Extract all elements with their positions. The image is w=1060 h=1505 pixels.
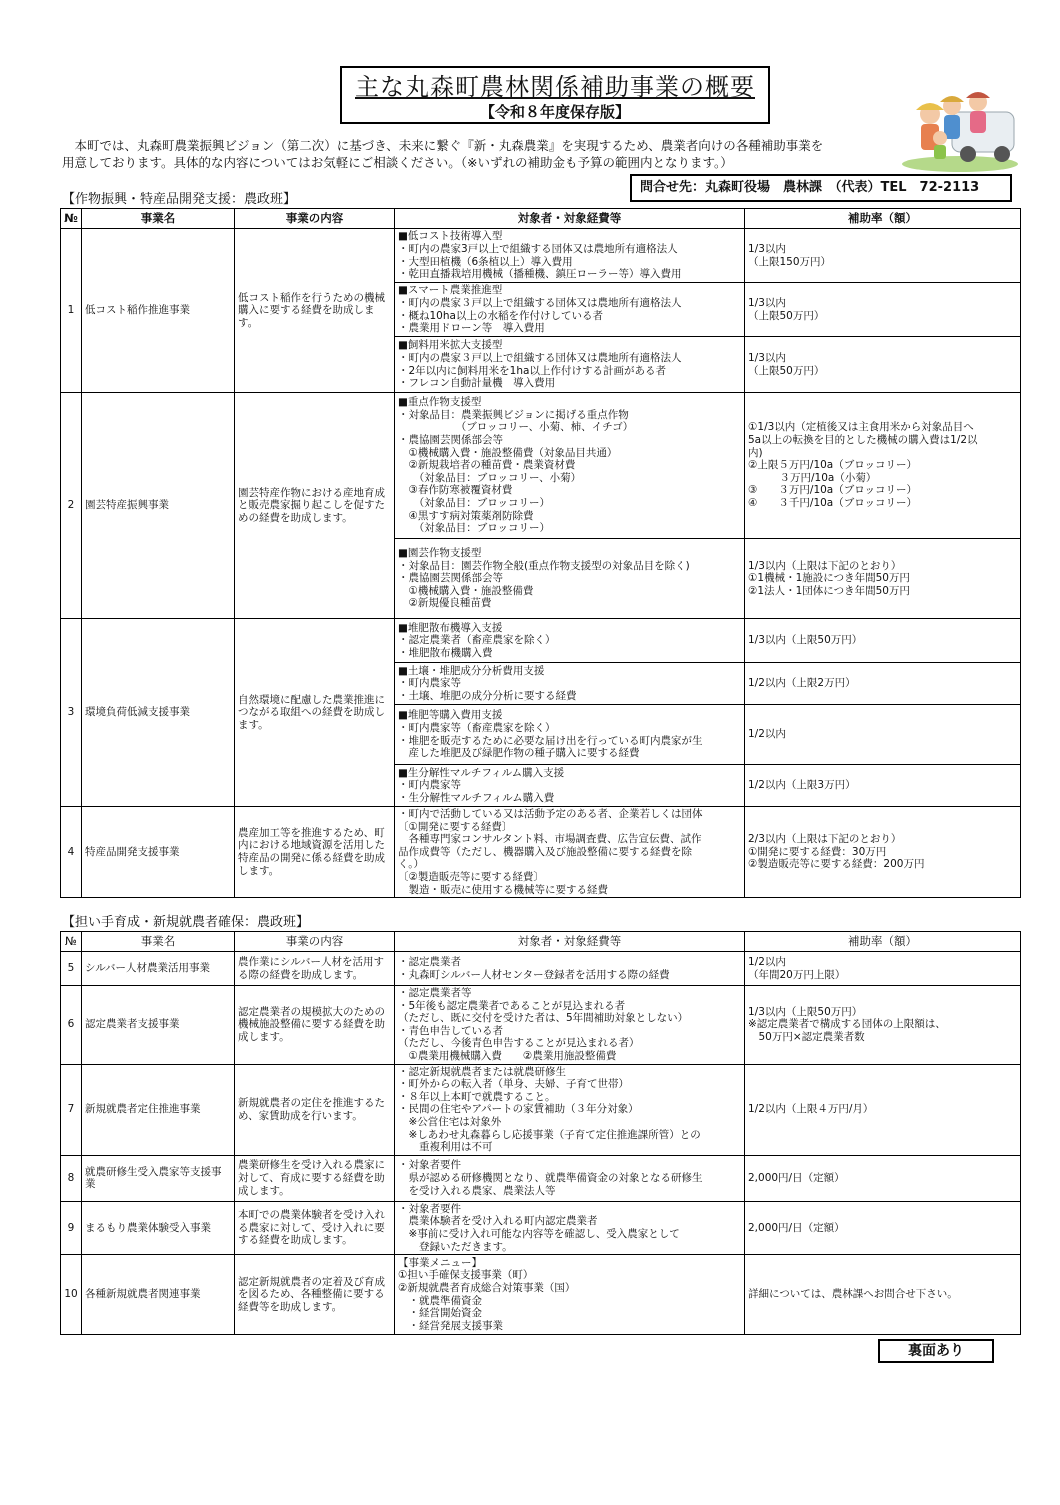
target-cell-line: ※公営住宅は対象外 <box>398 1115 502 1128</box>
target-cell-line: ・生分解性マルチフィルム購入費 <box>398 791 555 804</box>
target-cell <box>395 539 745 619</box>
project-content: 園芸特産作物における産地育成と販売農家掘り起こしを促すための経費を助成します。 <box>235 393 395 619</box>
project-name: 低コスト稲作推進事業 <box>82 229 235 393</box>
rate-cell <box>745 229 1021 283</box>
rate-cell <box>745 663 1021 705</box>
target-cell-line: ・堆肥散布機購入費 <box>398 646 493 659</box>
rate-cell <box>745 1064 1021 1155</box>
project-content: 新規就農者の定住を推進するため、家賃助成を行います。 <box>235 1064 395 1155</box>
target-cell <box>395 337 745 393</box>
target-cell-line: ・町内の農家3戸以上で組織する団体又は農地所有適格法人 <box>398 242 678 255</box>
target-cell-line: ■スマート農業推進型 <box>398 284 503 297</box>
rate-cell-line: 1/2以内 <box>748 955 786 968</box>
target-cell-line: ■堆肥散布機導入支援 <box>398 621 503 634</box>
target-cell-line: 各種専門家コンサルタント料、市場調査費、広告宣伝費、試作 <box>398 833 702 846</box>
target-cell-line: ④黒すす病対策薬剤防除費 <box>398 509 534 522</box>
rate-cell-line: ３万円/10a（小菊） <box>748 471 877 484</box>
target-cell-line: ・対象品目：農業振興ビジョンに掲げる重点作物 <box>398 408 629 421</box>
rate-cell-line: 2/3以内（上限は下記のとおり） <box>748 833 902 846</box>
target-cell-line: ・経営開始資金 <box>398 1307 482 1320</box>
target-cell-line: 製造・販売に使用する機械等に要する経費 <box>398 883 608 896</box>
rate-cell <box>745 1155 1021 1201</box>
target-cell-line: ・概ね10ha以上の水稲を作付けしている者 <box>398 309 603 322</box>
target-cell-line: ③春作防寒被覆資材費 <box>398 484 513 497</box>
rate-cell <box>745 283 1021 337</box>
target-cell-line: ①担い手確保支援事業（町） <box>398 1269 534 1282</box>
target-cell <box>395 952 745 986</box>
project-number: 9 <box>61 1201 82 1254</box>
subsidy-table-farmers <box>60 931 1021 1335</box>
rate-cell-line: ①1機械・1施設につき年間50万円 <box>748 572 910 585</box>
target-cell-line: ・町内農家等 <box>398 779 461 792</box>
target-cell-line: ・農協園芸関係部会等 <box>398 572 503 585</box>
col-header-name: 事業名 <box>82 932 235 952</box>
project-name: 就農研修生受入農家等支援事業 <box>82 1155 235 1201</box>
rate-cell <box>745 986 1021 1065</box>
rate-cell <box>745 705 1021 765</box>
target-cell-line: ・対象品目：園芸作物全般(重点作物支援型の対象品目を除く) <box>398 559 690 572</box>
col-header-target: 対象者・対象経費等 <box>395 932 745 952</box>
target-cell-line: ・町内の農家３戸以上で組織する団体又は農地所有適格法人 <box>398 296 682 309</box>
project-number: 6 <box>61 986 82 1065</box>
rate-cell-line: 1/3以内（上限は下記のとおり） <box>748 559 902 572</box>
target-cell-line: （対象品目：ブロッコリー、小菊） <box>398 471 582 484</box>
table-row <box>61 619 1021 663</box>
target-cell-line: を受け入れる農家、農業法人等 <box>398 1184 556 1197</box>
target-cell-line: ・フレコン自動計量機 導入費用 <box>398 377 556 390</box>
rate-cell <box>745 337 1021 393</box>
target-cell-line: ①農業用機械購入費 ②農業用施設整備費 <box>398 1049 617 1062</box>
target-cell-line: ・認定農業者等 <box>398 987 472 999</box>
target-cell-line: ・農業用ドローン等 導入費用 <box>398 322 545 335</box>
target-cell-line: 県が認める研修機関となり、就農準備資金の対象となる研修生 <box>398 1171 703 1184</box>
table-row <box>61 986 1021 1065</box>
col-header-no: № <box>61 209 82 229</box>
target-cell-line: ・対象者要件 <box>398 1202 461 1215</box>
target-cell-line: ■飼料用米拡大支援型 <box>398 339 503 352</box>
project-number: 3 <box>61 619 82 807</box>
rate-cell <box>745 807 1021 898</box>
target-cell-line: ■重点作物支援型 <box>398 396 482 409</box>
target-cell-line: ・乾田直播栽培用機械（播種機、鎮圧ローラー等）導入費用 <box>398 268 682 281</box>
intro-line-2: 用意しております。具体的な内容についてはお気軽にご相談ください。（※いずれの補助金も予算の範囲内となります。） <box>62 155 733 170</box>
table-row <box>61 807 1021 898</box>
rate-cell-line: 1/2以内（上限2万円） <box>748 677 856 690</box>
target-cell <box>395 765 745 807</box>
target-cell-line: く。） <box>398 858 425 871</box>
col-header-content: 事業の内容 <box>235 209 395 229</box>
target-cell-line: （対象品目：ブロッコリー） <box>398 522 551 535</box>
farmer-family-illustration <box>900 72 1020 172</box>
table-row <box>61 229 1021 283</box>
target-cell-line: ・堆肥を販売するために必要な届け出を行っている町内農家が生 <box>398 734 703 747</box>
target-cell-line: ・８年以上本町で就農すること。 <box>398 1090 556 1103</box>
project-name: 認定農業者支援事業 <box>82 986 235 1065</box>
target-cell-line: ①機械購入費・施設整備費（対象品目共通） <box>398 446 618 459</box>
title-box <box>340 66 770 124</box>
rate-cell-line: ※認定農業者で構成する団体の上限額は、 <box>748 1018 946 1031</box>
rate-cell-line: 1/3以内 <box>748 351 786 364</box>
target-cell-line: 〔①開発に要する経費〕 <box>398 820 513 833</box>
target-cell-line: ・土壌、堆肥の成分分析に要する経費 <box>398 689 577 702</box>
target-cell-line: 重複利用は不可 <box>398 1141 493 1154</box>
target-cell-line: （ブロッコリー、小菊、柿、イチゴ） <box>398 421 634 434</box>
target-cell-line: 登録いただきます。 <box>398 1240 513 1253</box>
project-number: 10 <box>61 1255 82 1335</box>
target-cell <box>395 283 745 337</box>
rate-cell-line: ③ ３万円/10a（ブロッコリー） <box>748 484 918 497</box>
table-row <box>61 952 1021 986</box>
rate-cell-line: 1/3以内 <box>748 242 786 255</box>
target-cell-line: 〔②製造販売等に要する経費〕 <box>398 870 544 883</box>
rate-cell <box>745 952 1021 986</box>
page-subtitle: 【令和８年度保存版】 <box>479 103 630 121</box>
target-cell-line: ■園芸作物支援型 <box>398 547 482 560</box>
rate-cell-line: （年間20万円上限） <box>748 968 846 981</box>
target-cell-line: ・町内の農家３戸以上で組織する団体又は農地所有適格法人 <box>398 351 682 364</box>
rate-cell-line: 内) <box>748 446 763 459</box>
rate-cell-line: 2,000円/日（定額） <box>748 1171 845 1184</box>
target-cell <box>395 807 745 898</box>
target-cell-line: ・認定農業者（畜産農家を除く） <box>398 634 556 647</box>
project-content: 農業研修生を受け入れる農家に対して、育成に要する経費を助成します。 <box>235 1155 395 1201</box>
rate-cell-line: 1/3以内（上限50万円） <box>748 634 863 647</box>
target-cell <box>395 1201 745 1254</box>
target-cell-line: ・町内農家等（畜産農家を除く） <box>398 721 556 734</box>
target-cell-line: ■生分解性マルチフィルム購入支援 <box>398 766 565 779</box>
target-cell-line: （対象品目：ブロッコリー） <box>398 496 551 509</box>
project-content: 農産加工等を推進するため、町内における地域資源を活用した特産品の開発に係る経費を助成します。 <box>235 807 395 898</box>
rate-cell-line: ④ ３千円/10a（ブロッコリー） <box>748 496 918 509</box>
col-header-rate: 補助率（額） <box>745 932 1021 952</box>
table-row <box>61 1201 1021 1254</box>
rate-cell-line: 1/3以内（上限50万円） <box>748 1005 863 1018</box>
project-content: 農作業にシルバー人材を活用する際の経費を助成します。 <box>235 952 395 986</box>
project-name: 特産品開発支援事業 <box>82 807 235 898</box>
rate-cell-line: 5a以上の転換を目的とした機械の購入費は1/2以 <box>748 434 978 447</box>
target-cell-line: ※しあわせ丸森暮らし応援事業（子育て定住推進課所管）との <box>398 1128 701 1141</box>
project-name: 新規就農者定住推進事業 <box>82 1064 235 1155</box>
target-cell <box>395 229 745 283</box>
contact-box: 問合せ先：丸森町役場 農林課 （代表）TEL 72-2113 <box>630 174 1012 202</box>
target-cell-line: （ただし、今後青色申告することが見込まれる者） <box>398 1037 640 1050</box>
project-content: 認定農業者の規模拡大のための機械施設整備に要する経費を助成します。 <box>235 986 395 1065</box>
target-cell-line: ■土壌・堆肥成分分析費用支援 <box>398 664 545 677</box>
target-cell-line: 農業体験者を受け入れる町内認定農業者 <box>398 1215 598 1228</box>
project-name: 各種新規就農者関連事業 <box>82 1255 235 1335</box>
subsidy-table-crops <box>60 208 1021 898</box>
project-number: 8 <box>61 1155 82 1201</box>
col-header-rate: 補助率（額） <box>745 209 1021 229</box>
target-cell-line: ・町外からの転入者（単身、夫婦、子育て世帯） <box>398 1078 629 1091</box>
target-cell-line: ■低コスト技術導入型 <box>398 230 503 243</box>
target-cell-line: ・対象者要件 <box>398 1159 461 1172</box>
rate-cell <box>745 1255 1021 1335</box>
target-cell-line: ■堆肥等購入費用支援 <box>398 709 503 722</box>
rate-cell-line: 1/2以内 <box>748 728 786 741</box>
col-header-target: 対象者・対象経費等 <box>395 209 745 229</box>
project-name: 環境負荷低減支援事業 <box>82 619 235 807</box>
target-cell-line: ①機械購入費・施設整備費 <box>398 584 534 597</box>
target-cell-line: ※事前に受け入れ可能な内容等を確認し、受入農家として <box>398 1227 680 1240</box>
target-cell-line: ②新規優良種苗費 <box>398 597 492 610</box>
target-cell-line: ・丸森町シルバー人材センター登録者を活用する際の経費 <box>398 968 670 981</box>
table-row <box>61 1255 1021 1335</box>
intro-text <box>62 137 892 171</box>
target-cell-line: 【事業メニュー】 <box>398 1256 482 1269</box>
rate-cell-line: 1/2以内（上限４万円/月） <box>748 1103 874 1116</box>
project-name: シルバー人材農業活用事業 <box>82 952 235 986</box>
target-cell <box>395 663 745 705</box>
project-number: 5 <box>61 952 82 986</box>
target-cell-line: ②新規栽培者の種苗費・農業資材費 <box>398 459 576 472</box>
table-row <box>61 1064 1021 1155</box>
target-cell-line: （ただし、既に交付を受けた者は、5年間補助対象としない） <box>398 1012 689 1025</box>
target-cell-line: ・経営発展支援事業 <box>398 1319 503 1332</box>
target-cell <box>395 1064 745 1155</box>
target-cell <box>395 393 745 539</box>
rate-cell-line: （上限50万円） <box>748 309 825 322</box>
rate-cell-line: 50万円×認定農業者数 <box>748 1031 865 1044</box>
rate-cell-line: ②上限５万円/10a（ブロッコリー） <box>748 459 918 472</box>
project-name: 園芸特産振興事業 <box>82 393 235 619</box>
target-cell-line: ・大型田植機（6条植以上）導入費用 <box>398 255 573 268</box>
project-name: まるもり農業体験受入事業 <box>82 1201 235 1254</box>
rate-cell-line: （上限50万円） <box>748 364 825 377</box>
target-cell-line: ②新規就農者育成総合対策事業（国） <box>398 1282 576 1294</box>
rate-cell <box>745 393 1021 539</box>
target-cell-line: ・町内農家等 <box>398 677 461 690</box>
target-cell-line: 産した堆肥及び緑肥作物の種子購入に要する経費 <box>398 747 640 760</box>
target-cell-line: ・町内で活動している又は活動予定のある者、企業若しくは団体 <box>398 808 703 820</box>
rate-cell <box>745 619 1021 663</box>
target-cell-line: ・認定農業者 <box>398 955 461 968</box>
page-title: 主な丸森町農林関係補助事業の概要 <box>355 73 755 101</box>
rate-cell-line: 1/2以内（上限3万円） <box>748 779 856 792</box>
target-cell-line: ・5年後も認定農業者であることが見込まれる者 <box>398 999 626 1012</box>
project-content: 低コスト稲作を行うための機械購入に要する経費を助成します。 <box>235 229 395 393</box>
project-number: 2 <box>61 393 82 619</box>
rate-cell-line: 1/3以内 <box>748 296 786 309</box>
back-page-note: 裏面あり <box>878 1339 994 1363</box>
project-content: 認定新規就農者の定着及び育成を図るため、各種整備に要する経費等を助成します。 <box>235 1255 395 1335</box>
rate-cell-line: ①開発に要する経費：30万円 <box>748 845 887 858</box>
target-cell-line: ・農協園芸関係部会等 <box>398 434 503 447</box>
target-cell-line: ・青色申告している者 <box>398 1024 503 1037</box>
rate-cell-line: ②1法人・1団体につき年間50万円 <box>748 584 910 597</box>
col-header-no: № <box>61 932 82 952</box>
rate-cell <box>745 765 1021 807</box>
rate-cell <box>745 1201 1021 1254</box>
rate-cell-line: （上限150万円） <box>748 255 832 268</box>
project-number: 7 <box>61 1064 82 1155</box>
rate-cell-line: 詳細については、農林課へお問合せ下さい。 <box>748 1288 958 1301</box>
project-content: 自然環境に配慮した農業推進につながる取組への経費を助成します。 <box>235 619 395 807</box>
table-row <box>61 1155 1021 1201</box>
target-cell <box>395 986 745 1065</box>
target-cell <box>395 1255 745 1335</box>
col-header-content: 事業の内容 <box>235 932 395 952</box>
project-content: 本町での農業体験者を受け入れる農家に対して、受け入れに要する経費を助成します。 <box>235 1201 395 1254</box>
rate-cell-line: ②製造販売等に要する経費：200万円 <box>748 858 925 871</box>
col-header-name: 事業名 <box>82 209 235 229</box>
target-cell <box>395 1155 745 1201</box>
rate-cell <box>745 539 1021 619</box>
project-number: 4 <box>61 807 82 898</box>
rate-cell-line: 2,000円/日（定額） <box>748 1221 845 1234</box>
target-cell-line: ・民間の住宅やアパートの家賃補助（３年分対象） <box>398 1103 639 1116</box>
target-cell <box>395 705 745 765</box>
section2-heading: 【担い手育成・新規就農者確保：農政班】 <box>62 915 310 930</box>
section1-heading: 【作物振興・特産品開発支援：農政班】 <box>62 192 297 207</box>
target-cell-line: ・就農準備資金 <box>398 1294 482 1307</box>
rate-cell-line: ①1/3以内（定植後又は主食用米から対象品目へ <box>748 421 974 434</box>
target-cell-line: ・認定新規就農者または就農研修生 <box>398 1065 566 1078</box>
target-cell-line: ・2年以内に飼料用米を1ha以上作付けする計画がある者 <box>398 364 666 377</box>
intro-line-1: 本町では、丸森町農業振興ビジョン（第二次）に基づき、未来に繋ぐ『新・丸森農業』を実現するため、農業者向けの各種補助事業を <box>74 138 824 153</box>
table-row <box>61 393 1021 539</box>
target-cell-line: 品作成費等（ただし、機器購入及び施設整備に要する経費を除 <box>398 845 692 858</box>
target-cell <box>395 619 745 663</box>
project-number: 1 <box>61 229 82 393</box>
